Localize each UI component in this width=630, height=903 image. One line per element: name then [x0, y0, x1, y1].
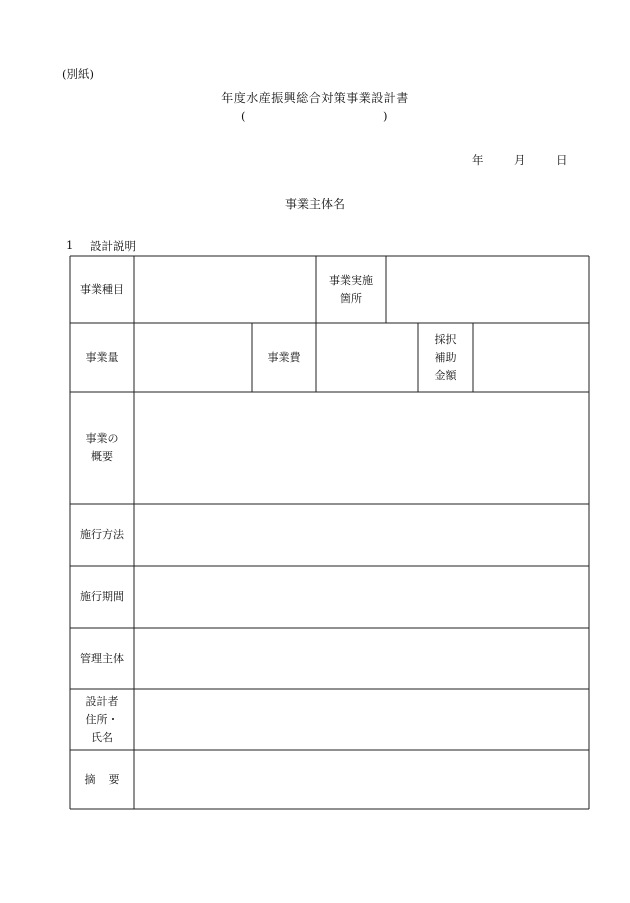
- date-month-label: 月: [514, 153, 526, 167]
- label-location: 事業実施 箇所: [329, 273, 373, 305]
- label-remarks: 摘要: [84, 772, 133, 786]
- label-period: 施行期間: [80, 590, 124, 603]
- date-year-label: 年: [472, 153, 484, 167]
- title-paren-open: (: [241, 109, 246, 123]
- label-designer: 設計者 住所・ 氏名: [85, 694, 119, 744]
- operator-name-label: 事業主体名: [284, 197, 345, 211]
- field-method[interactable]: [134, 504, 589, 566]
- field-subsidy[interactable]: [473, 323, 589, 392]
- label-cost: 事業費: [267, 350, 301, 364]
- field-designer[interactable]: [134, 689, 589, 750]
- title-paren-close: ): [383, 109, 388, 123]
- field-quantity[interactable]: [134, 323, 252, 392]
- field-location[interactable]: [386, 256, 589, 323]
- field-summary[interactable]: [134, 392, 589, 504]
- label-method: 施行方法: [80, 528, 124, 541]
- field-project-type[interactable]: [134, 256, 316, 323]
- document-title: 年度水産振興総合対策事業設計書: [221, 91, 409, 105]
- section-number: 1: [66, 238, 74, 252]
- label-subsidy: 採択 補助 金額: [434, 332, 457, 382]
- date-day-label: 日: [556, 153, 568, 167]
- attachment-label: (別紙): [62, 67, 94, 81]
- field-remarks[interactable]: [134, 750, 589, 809]
- label-manager: 管理主体: [80, 651, 124, 665]
- label-project-type: 事業種目: [80, 282, 124, 296]
- field-period[interactable]: [134, 566, 589, 628]
- label-quantity: 事業量: [85, 350, 119, 364]
- field-manager[interactable]: [134, 628, 589, 689]
- label-summary: 事業の 概要: [85, 432, 119, 463]
- section-title: 設計説明: [90, 239, 136, 253]
- field-cost[interactable]: [316, 323, 418, 392]
